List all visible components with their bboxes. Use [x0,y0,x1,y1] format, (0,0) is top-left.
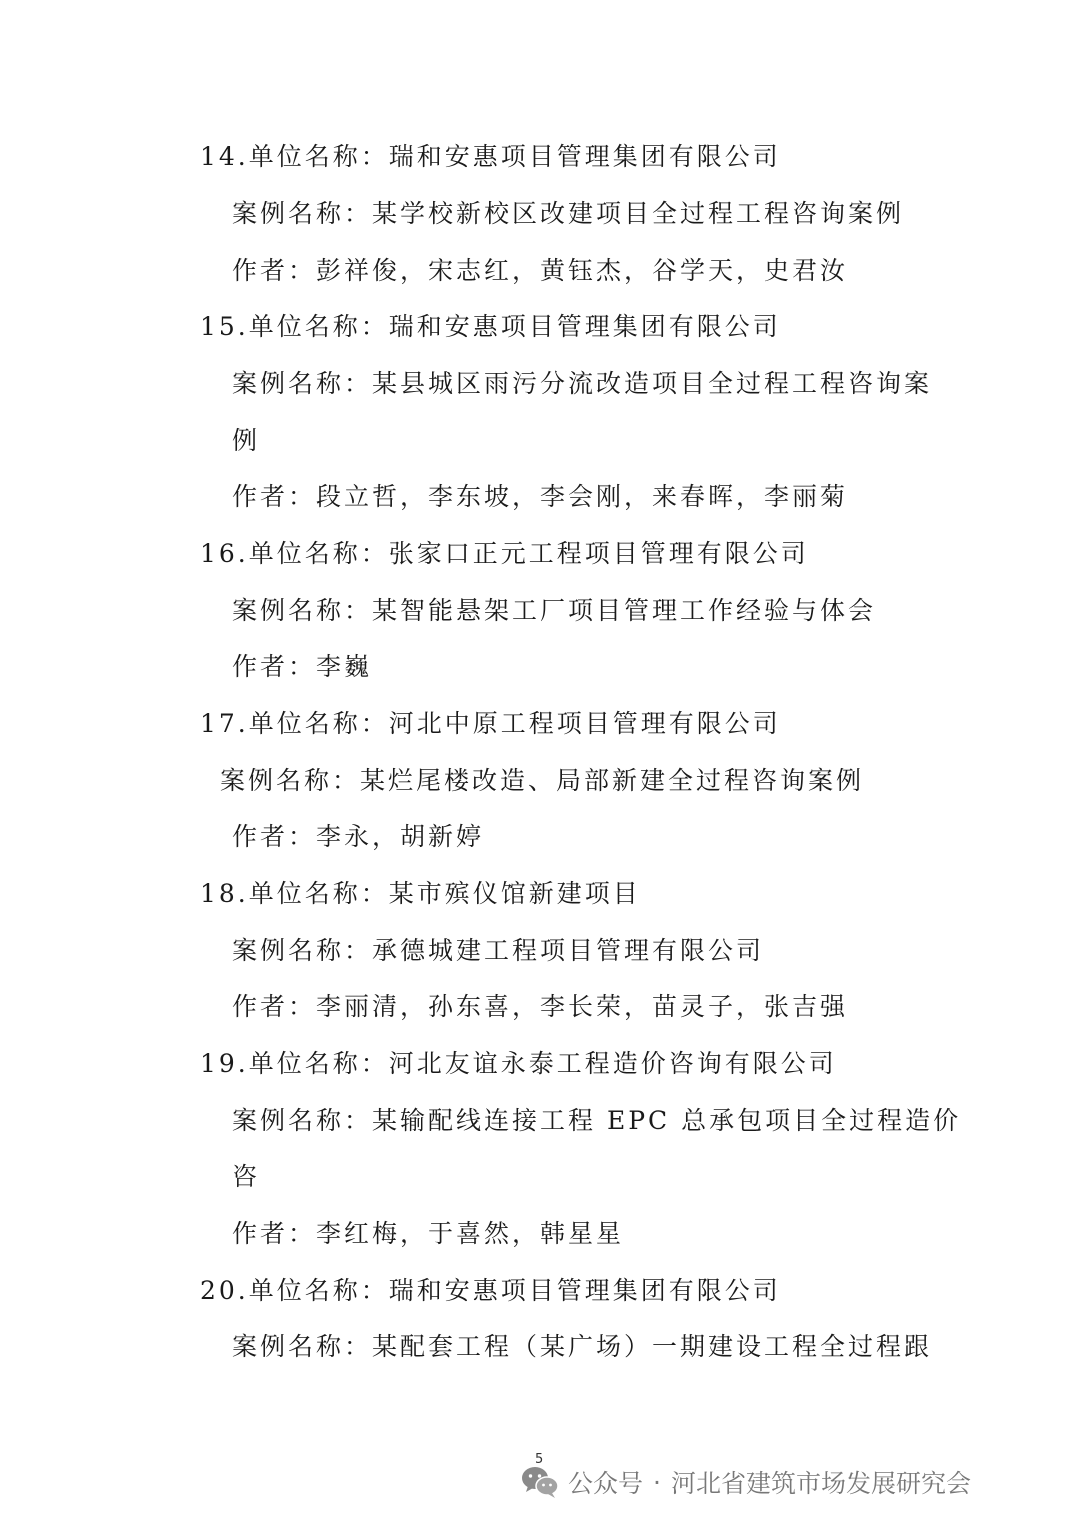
entry-16-case: 案例名称：某智能悬架工厂项目管理工作经验与体会 [232,596,877,625]
entry-16-unit: 16.单位名称：张家口正元工程项目管理有限公司 [200,539,809,568]
entry-18-authors: 作者：李丽清，孙东喜，李长荣，苗灵子，张吉强 [232,992,849,1021]
entry-18-unit: 18.单位名称：某市殡仪馆新建项目 [200,879,641,908]
entry-14-authors: 作者：彭祥俊，宋志红，黄钰杰，谷学天，史君汝 [232,256,849,285]
watermark [520,1462,971,1502]
entry-14-unit: 14.单位名称：瑞和安惠项目管理集团有限公司 [200,142,781,171]
entry-20-unit: 20.单位名称：瑞和安惠项目管理集团有限公司 [200,1276,781,1305]
entry-20-case: 案例名称：某配套工程（某广场）一期建设工程全过程跟 [232,1332,933,1361]
watermark-separator: · [653,1467,661,1497]
page-number: 5 [535,1452,544,1467]
entry-19-unit: 19.单位名称：河北友谊永泰工程造价咨询有限公司 [200,1049,837,1078]
entry-15-case: 案例名称：某县城区雨污分流改造项目全过程工程咨询案 [232,369,933,398]
entry-17-case: 案例名称：某烂尾楼改造、局部新建全过程咨询案例 [220,766,865,795]
entry-16-authors: 作者：李巍 [232,652,373,681]
entry-19-case: 案例名称：某输配线连接工程 EPC 总承包项目全过程造价 [232,1106,962,1135]
entry-15-authors: 作者：段立哲，李东坡，李会刚，来春晖，李丽菊 [232,482,849,511]
watermark-name: 河北省建筑市场发展研究会 [670,1469,971,1498]
entry-17-unit: 17.单位名称：河北中原工程项目管理有限公司 [200,709,781,738]
entry-19-case-continued: 咨 [232,1162,261,1191]
entry-15-unit: 15.单位名称：瑞和安惠项目管理集团有限公司 [200,312,781,341]
entry-14-case: 案例名称：某学校新校区改建项目全过程工程咨询案例 [232,199,905,228]
entry-17-authors: 作者：李永，胡新婷 [232,822,485,851]
wechat-icon [520,1465,560,1499]
entry-15-case-continued: 例 [232,426,261,455]
entry-19-authors: 作者：李红梅，于喜然，韩星星 [232,1219,625,1248]
watermark-account-label: 公众号 [568,1469,644,1498]
entry-18-case: 案例名称：承德城建工程项目管理有限公司 [232,936,765,965]
